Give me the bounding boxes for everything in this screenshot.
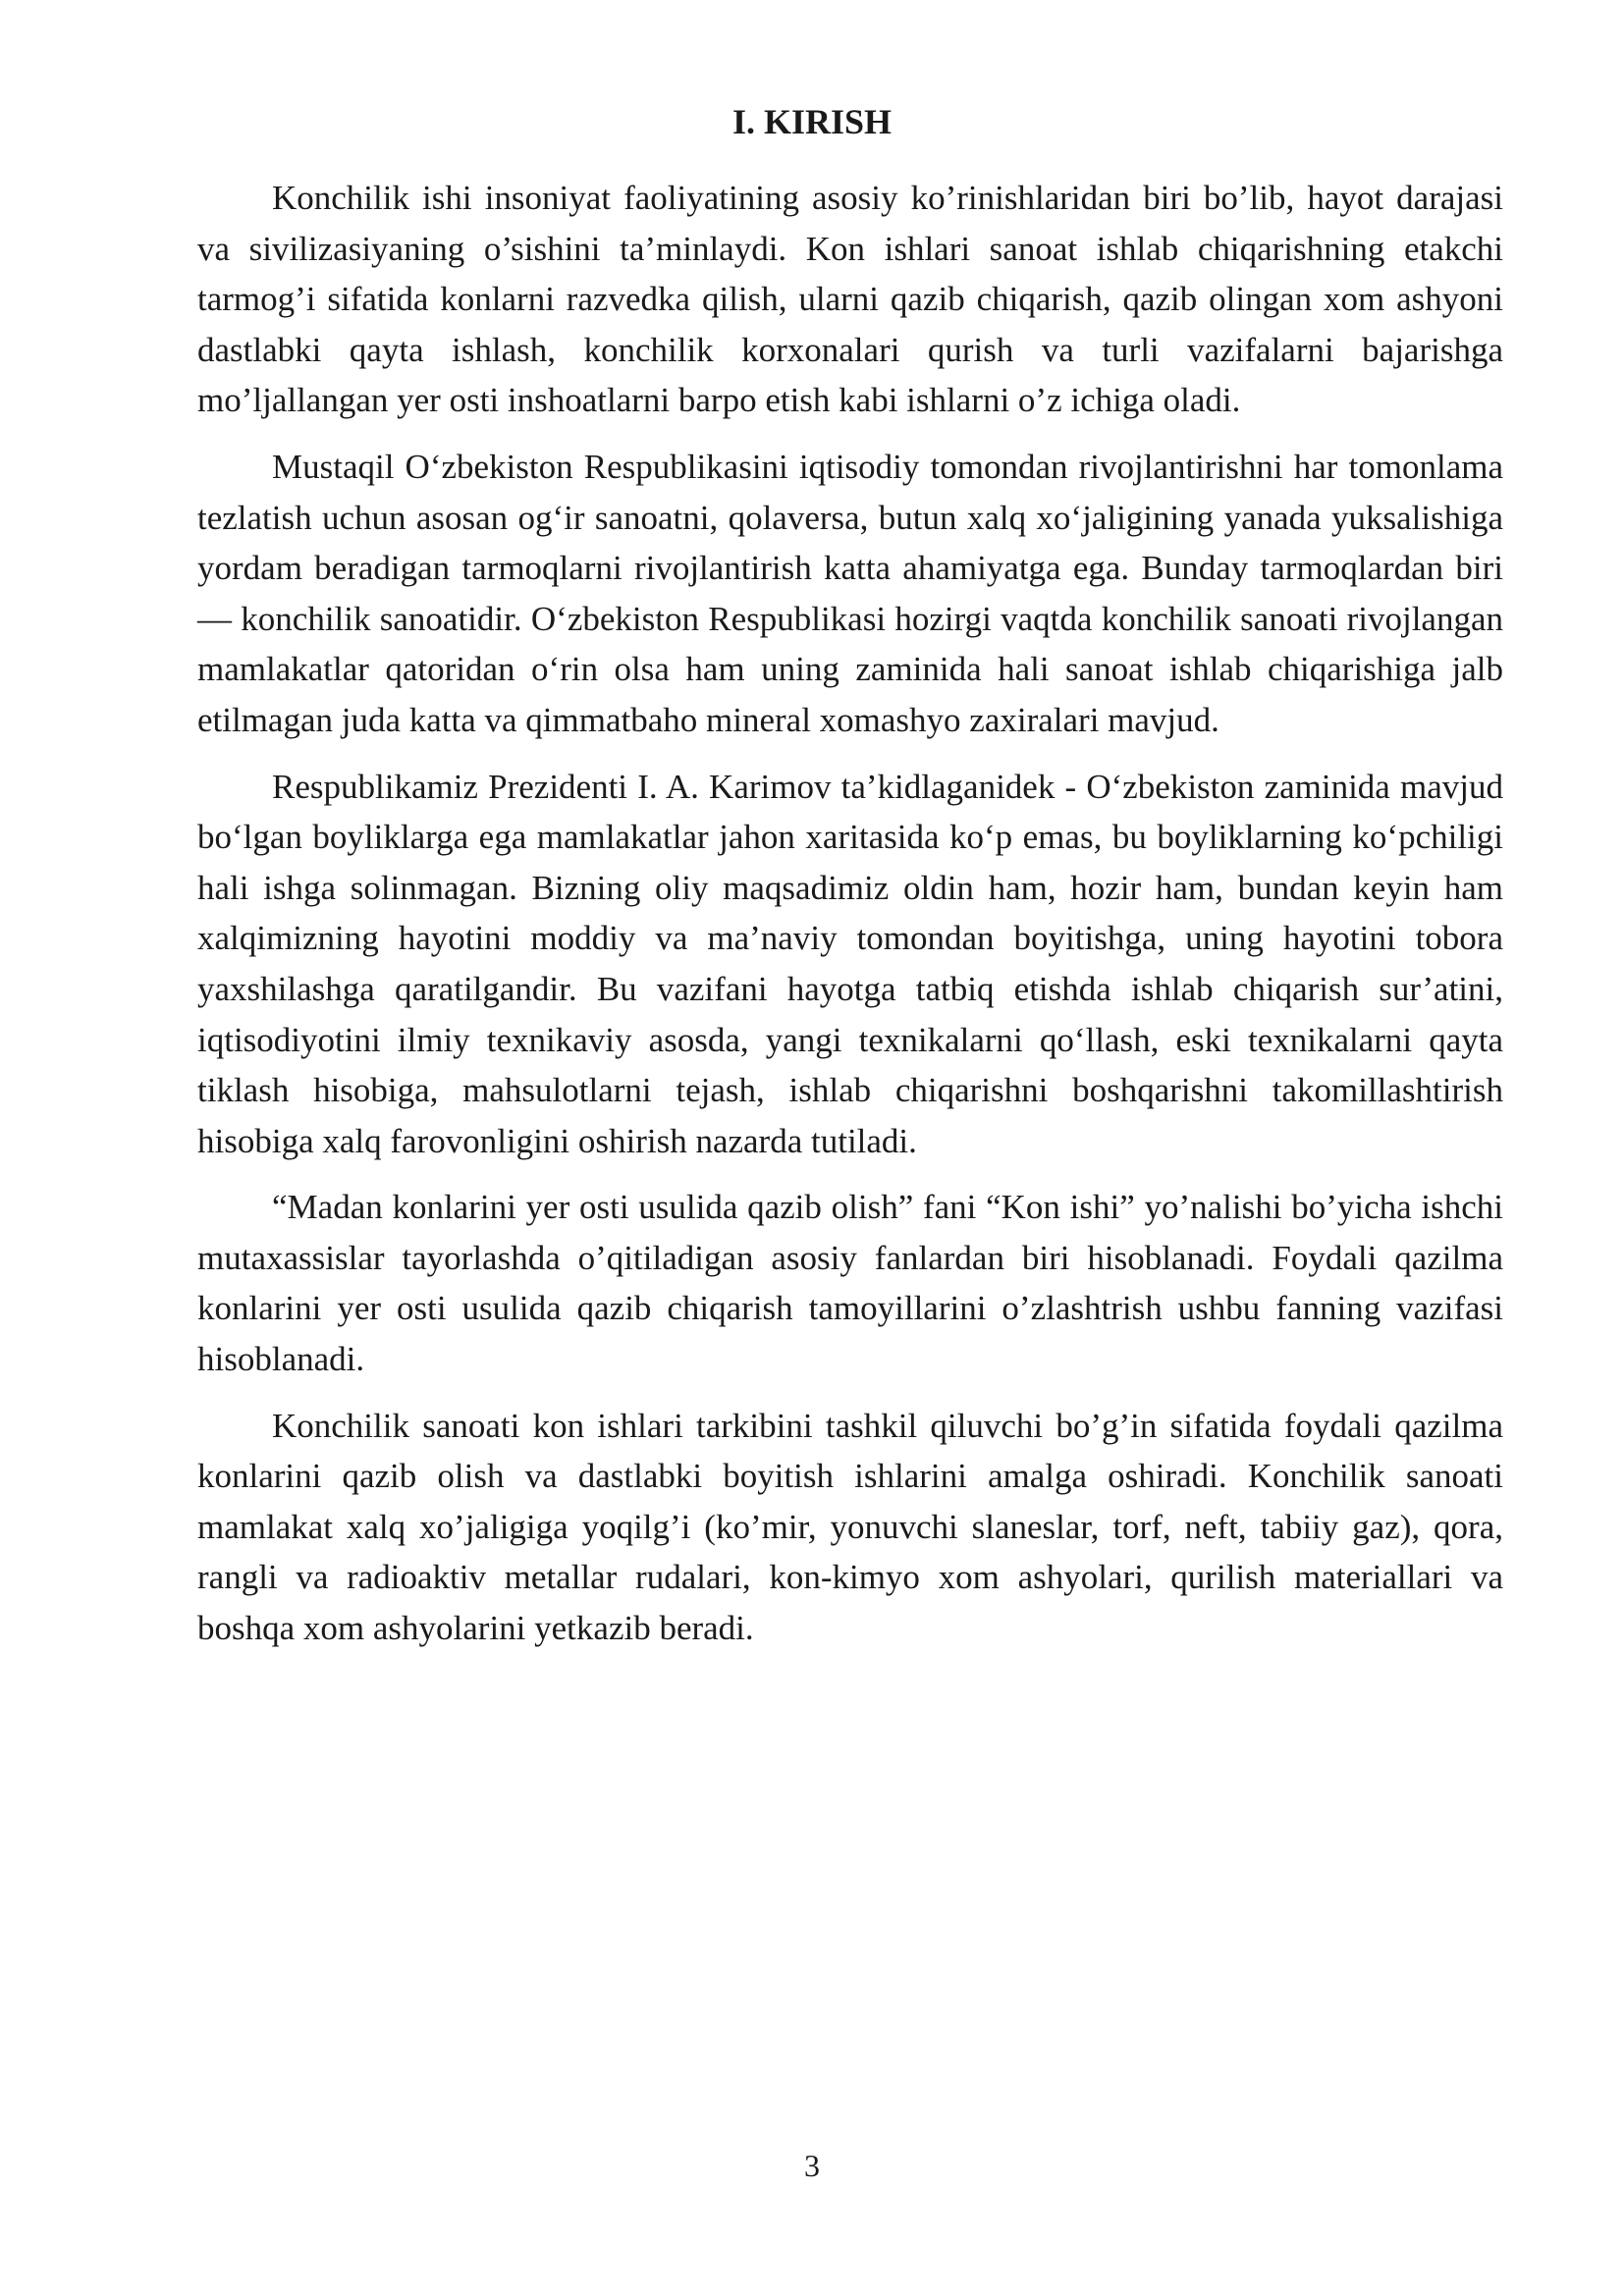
paragraph-3: Respublikamiz Prezidenti I. A. Karimov ta’kidlaganidek - O‘zbekiston zaminida mavjud bo‘lgan boyliklarga ega mamlakatlar jahon xaritasida ko‘p emas, bu boyliklarning ko‘pchiligi hali ishga solinmagan. Bizning oliy maqsadimiz oldin ham, hozir ham, bundan keyin ham xalqimizning hayotini moddiy va ma’naviy tomondan boyitishga, uning hayotini tobora yaxshilashga qaratilgandir. Bu vazifani hayotga tatbiq etishda ishlab chiqarish sur’atini, iqtisodiyotini ilmiy texnikaviy asosda, yangi texnikalarni qo‘llash, eski texnikalarni qayta tiklash hisobiga, mahsulotlarni tejash, ishlab chiqarishni boshqarishni takomillashtirish hisobiga xalq farovonligini oshirish nazarda tutiladi. [197, 767, 1503, 1160]
paragraph-5: Konchilik sanoati kon ishlari tarkibini tashkil qiluvchi bo’g’in sifatida foydali qazilma konlarini qazib olish va dastlabki boyitish ishlarini amalga oshiradi. Konchilik sanoati mamlakat xalq xo’jaligiga yoqilg’i (ko’mir, yonuvchi slaneslar, torf, neft, tabiiy gaz), qora, rangli va radioaktiv metallar rudalari, kon-kimyo xom ashyolari, qurilish materiallari va boshqa xom ashyolarini yetkazib beradi. [197, 1406, 1503, 1648]
section-heading: I. KIRISH [731, 102, 893, 141]
body-text [197, 173, 1503, 1670]
page-number: 3 [804, 2148, 820, 2183]
paragraph-2: Mustaqil O‘zbekiston Respublikasini iqtisodiy tomondan rivojlantirishni har tomonlama tezlatish uchun asosan og‘ir sanoatni, qolaversa, butun xalq xo‘jaligining yanada yuksalishiga yordam beradigan tarmoqlarni rivojlantirish katta ahamiyatga ega. Bunday tarmoqlardan biri — konchilik sanoatidir. O‘zbekiston Respublikasi hozirgi vaqtda konchilik sanoati rivojlangan mamlakatlar qatoridan o‘rin olsa ham uning zaminida hali sanoat ishlab chiqarishiga jalb etilmagan juda katta va qimmatbaho mineral xomashyo zaxiralari mavjud. [197, 447, 1503, 739]
paragraph-1: Konchilik ishi insoniyat faoliyatining asosiy ko’rinishlaridan biri bo’lib, hayot darajasi va sivilizasiyaning o’sishini ta’minlaydi. Kon ishlari sanoat ishlab chiqarishning etakchi tarmog’i sifatida konlarni razvedka qilish, ularni qazib chiqarish, qazib olingan xom ashyoni dastlabki qayta ishlash, konchilik korxonalari qurish va turli vazifalarni bajarishga mo’ljallangan yer osti inshoatlarni barpo etish kabi ishlarni o’z ichiga oladi. [197, 179, 1503, 420]
paragraph-4: “Madan konlarini yer osti usulida qazib olish” fani “Kon ishi” yo’nalishi bo’yicha ishchi mutaxassislar tayorlashda o’qitiladigan asosiy fanlardan biri hisoblanadi. Foydali qazilma konlarini yer osti usulida qazib chiqarish tamoyillarini o’zlashtrish ushbu fanning vazifasi hisoblanadi. [197, 1188, 1503, 1379]
